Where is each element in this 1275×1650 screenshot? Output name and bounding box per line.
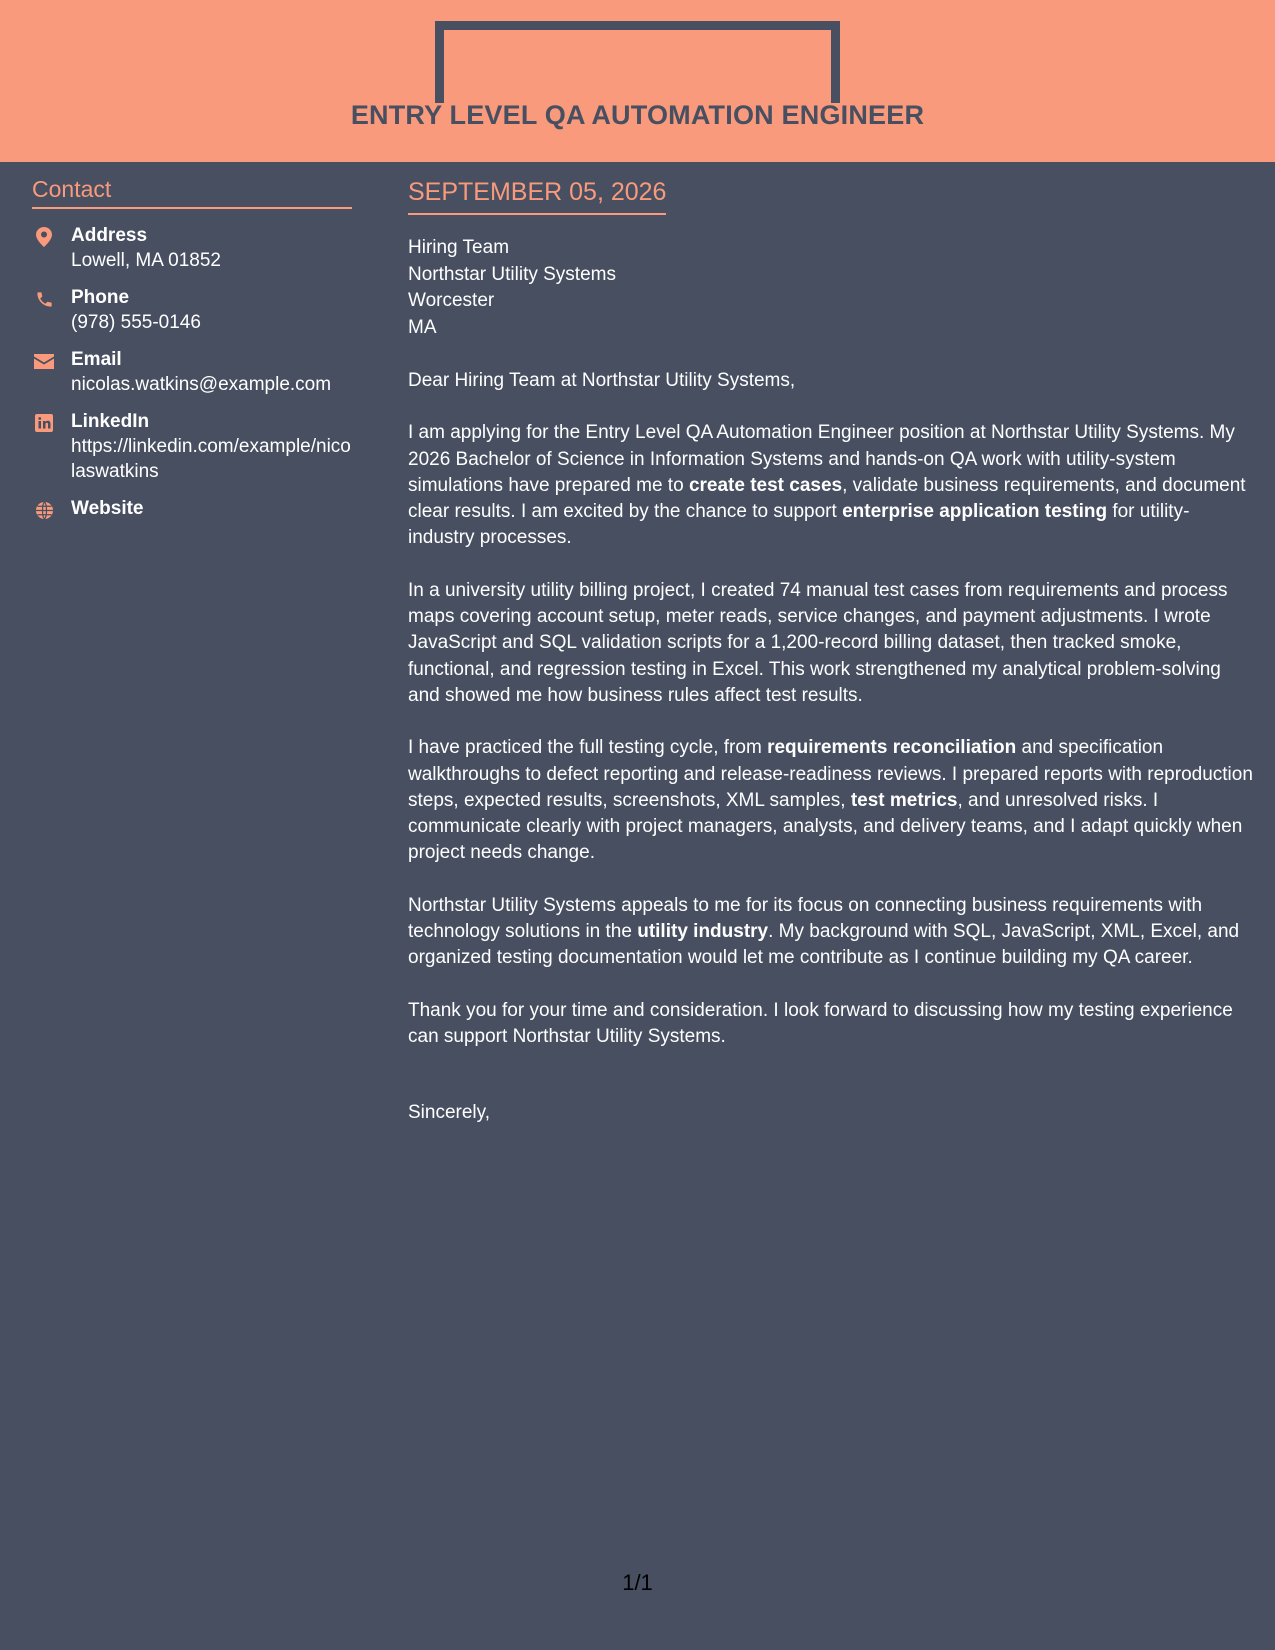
envelope-icon [32,349,56,373]
contact-website [32,496,352,521]
contact-linkedin [32,409,352,484]
email-label: Email [71,349,122,370]
recipient-name: Hiring Team [408,237,510,258]
phone-label: Phone [71,287,130,308]
recipient-city: Worcester [408,290,495,311]
contact-address [32,223,352,273]
contact-heading: Contact [32,176,352,209]
phone-icon [32,287,56,311]
globe-icon [32,498,56,522]
recipient-state: MA [408,316,437,338]
website-label: Website [71,498,144,519]
header-banner [0,0,1275,162]
page-indicator: 1/1 [622,1570,653,1595]
linkedin-label: LinkedIn [71,411,150,432]
paragraph-intro: I am applying for the Entry Level QA Automation Engineer position at Northstar Utility Systems. My 2026 Bachelor of Science in Information Systems and hands-on QA work with utility-system simulations have prepared me to create test cases, validate business requirements, and document clear results. I am excited by the chance to support enterprise application testing for utility-industry processes. [408,422,1246,549]
linkedin-icon [32,411,56,435]
job-title: ENTRY LEVEL QA AUTOMATION ENGINEER [350,100,925,130]
phone-value: (978) 555-0146 [71,312,201,333]
letter-body [408,178,1253,1124]
linkedin-value[interactable]: https://linkedin.com/example/nicolaswatkins [71,436,351,482]
letter-date: SEPTEMBER 05, 2026 [408,178,666,215]
contact-email [32,347,352,397]
paragraph-project: In a university utility billing project, I created 74 manual test cases from requirements and process maps covering account setup, meter reads, service changes, and payment adjustments. I wrote JavaScript and SQL validation scripts for a 1,200-record billing dataset, then tracked smoke, functional, and regression testing in Excel. This work strengthened my analytical problem-solving and showed me how business rules affect test results. [408,579,1228,706]
closing: Sincerely, [408,1102,491,1124]
recipient-company: Northstar Utility Systems [408,263,616,285]
paragraph-testing-cycle: I have practiced the full testing cycle, from requirements reconciliation and specification walkthroughs to defect reporting and release-readiness reviews. I prepared reports with reproduction steps, expected results, screenshots, XML samples, test metrics, and unresolved risks. I communicate clearly with project managers, analysts, and delivery teams, and I adapt quickly when project needs change. [408,737,1253,864]
recipient-block [408,235,1253,341]
salutation: Dear Hiring Team at Northstar Utility Systems, [408,370,796,391]
header-bracket-decoration [435,21,840,103]
letter-content [408,368,1253,1050]
address-label: Address [71,225,148,246]
address-value: Lowell, MA 01852 [71,250,221,271]
paragraph-company-fit: Northstar Utility Systems appeals to me for its focus on connecting business requirements with technology solutions in the utility industry. My background with SQL, JavaScript, XML, Excel, and organized testing documentation would let me contribute as I continue building my QA career. [408,894,1240,969]
contact-phone [32,285,352,335]
paragraph-thanks: Thank you for your time and consideration. I look forward to discussing how my testing experience can support Northstar Utility Systems. [408,999,1233,1047]
contact-sidebar [32,176,352,521]
map-pin-icon [32,225,56,249]
email-value: nicolas.watkins@example.com [71,374,332,395]
